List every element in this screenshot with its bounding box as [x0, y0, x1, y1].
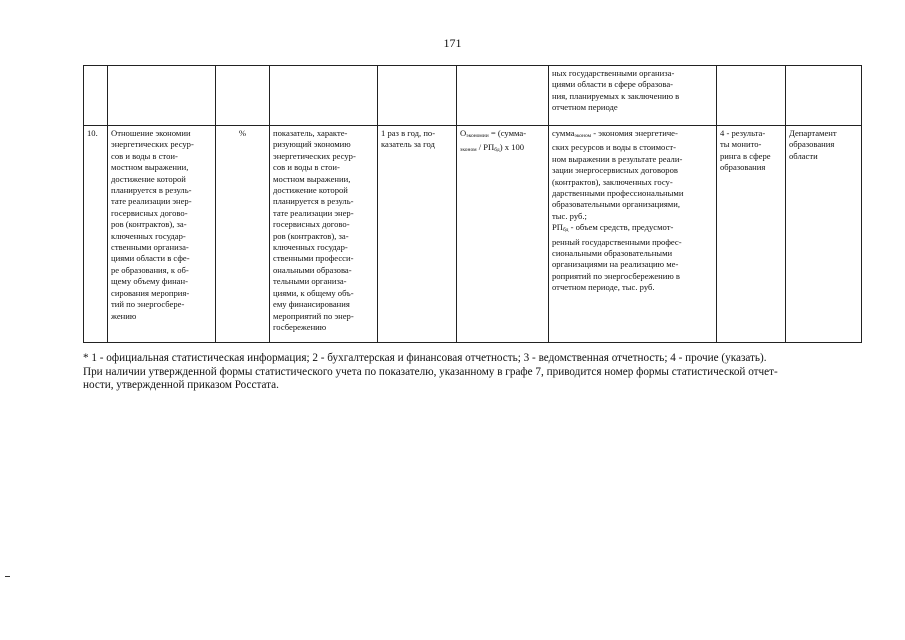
- formula-lhs-sub: экономии: [466, 133, 489, 139]
- cell-num: 10.: [84, 126, 108, 343]
- text-line: сирования мероприя-: [111, 287, 190, 298]
- var2-sub: бд: [563, 227, 569, 234]
- text-line: 1 раз в год, по-: [381, 128, 436, 138]
- var2-symbol: РП: [552, 222, 563, 233]
- formula-rp: / РП: [476, 142, 495, 153]
- text-line: казатель за год: [381, 139, 435, 150]
- cell-definition: [270, 126, 378, 343]
- formula-eq: = (сумма-: [488, 128, 527, 138]
- text-line: сов и воды в стои-: [273, 162, 340, 173]
- text-line: ринга в сфере: [720, 150, 771, 161]
- text-line: Отношение экономии: [111, 128, 191, 138]
- text-line: роприятий по энергосбережению в: [552, 270, 680, 281]
- cell-source: [717, 126, 786, 343]
- text-line: достижение которой: [273, 185, 348, 196]
- page-number: 171: [443, 36, 462, 50]
- text-line: госбережению: [273, 321, 327, 332]
- text-line: ключенных государ-: [111, 230, 186, 241]
- var1-desc: - экономия энергетиче-: [591, 128, 678, 138]
- cell-periodicity: [378, 66, 457, 126]
- formula-rp-sub: бд: [494, 147, 500, 154]
- cell-name: [108, 66, 216, 126]
- text-line: мостном выражении,: [111, 162, 189, 173]
- formula-tail: ) х 100: [499, 142, 525, 153]
- text-line: госервисных догово-: [111, 207, 188, 218]
- text-line: жению: [111, 310, 137, 321]
- text-line: ственными организа-: [111, 242, 189, 253]
- text-line: тий по энергосбере-: [111, 299, 185, 310]
- footnote-line: * 1 - официальная статистическая информация; 2 - бухгалтерская и финансовая отчетность; 3 - ведомственная отчетность; 4 - прочие (указать).: [83, 352, 767, 364]
- cell-num: [84, 66, 108, 126]
- text-line: энергетических ресур-: [273, 150, 356, 161]
- text-line: планируется в резуль-: [273, 196, 354, 207]
- text-line: тате реализации энер-: [273, 207, 354, 218]
- var1-sub: эконом: [574, 133, 592, 139]
- text-line: Департамент: [789, 128, 837, 138]
- var2-desc: - объем средств, предусмот-: [568, 222, 674, 233]
- text-line: ров (контрактов), за-: [111, 219, 187, 230]
- var2-head: [552, 222, 713, 236]
- text-line: ренный государственными профес-: [552, 236, 682, 247]
- text-line: мостном выражении,: [273, 173, 351, 184]
- margin-mark: [5, 576, 10, 577]
- text-line: ном выражении в результате реали-: [552, 153, 683, 164]
- text-line: зации энергосервисных договоров: [552, 165, 678, 176]
- formula-sub: эконом: [460, 147, 477, 154]
- text-line: ре образования, к об-: [111, 264, 189, 275]
- text-line: ственными професси-: [273, 253, 354, 264]
- cell-unit: %: [216, 126, 270, 343]
- cell-variables: [549, 66, 717, 126]
- text-line: ров (контрактов), за-: [273, 230, 349, 241]
- text-line: госервисных догово-: [273, 219, 350, 230]
- text-line: мероприятий по энер-: [273, 310, 354, 321]
- cell-source: [717, 66, 786, 126]
- footnote-line: При наличии утвержденной формы статистического учета по показателю, указанному в графе 7, приводится номер формы статистической отчет-: [83, 365, 778, 378]
- text-line: сиональными образовательными: [552, 248, 673, 259]
- cell-formula: [457, 66, 549, 126]
- text-line: циями области в сфере образова-: [552, 79, 674, 90]
- formula-line-2: [460, 142, 545, 156]
- indicator-table: [83, 65, 862, 343]
- cell-periodicity: [378, 126, 457, 343]
- text-line: тыс. руб.;: [552, 210, 587, 221]
- text-line: ему финансирования: [273, 299, 350, 310]
- var1-head: [552, 128, 713, 142]
- text-line: энергетических ресур-: [111, 139, 194, 150]
- text-line: образования: [789, 139, 835, 150]
- text-line: ских ресурсов и воды в стоимост-: [552, 142, 677, 153]
- table-row-10: [84, 126, 862, 343]
- text-line: циями, к общему объ-: [273, 287, 354, 298]
- text-line: ключенных государ-: [273, 242, 348, 253]
- text-line: циями области в сфе-: [111, 253, 190, 264]
- text-line: ты монито-: [720, 139, 762, 150]
- text-line: ных государственными организа-: [552, 68, 675, 78]
- cell-formula: [457, 126, 549, 343]
- text-line: ния, планируемых к заключению в: [552, 90, 680, 101]
- text-line: сов и воды в стои-: [111, 150, 178, 161]
- text-line: ризующий экономию: [273, 139, 351, 150]
- cell-responsible: [786, 126, 862, 343]
- text-line: показатель, характе-: [273, 128, 348, 138]
- footnote-line: ности, утвержденной приказом Росстата.: [83, 379, 279, 391]
- formula-lhs: О: [460, 128, 467, 138]
- text-line: достижение которой: [111, 173, 186, 184]
- text-line: тате реализации энер-: [111, 196, 192, 207]
- text-line: отчетном периоде: [552, 102, 618, 113]
- cell-name: [108, 126, 216, 343]
- cell-variables: [549, 126, 717, 343]
- text-line: планируется в резуль-: [111, 185, 192, 196]
- cell-definition: [270, 66, 378, 126]
- text-line: тельными организа-: [273, 276, 347, 287]
- text-line: 4 - результа-: [720, 128, 766, 138]
- text-line: ональными образова-: [273, 264, 352, 275]
- text-line: дарственными профессиональными: [552, 188, 684, 199]
- var1-symbol: сумма: [552, 128, 575, 138]
- cell-responsible: [786, 66, 862, 126]
- text-line: образовательными организациями,: [552, 199, 680, 210]
- text-line: щему объему финан-: [111, 276, 188, 287]
- text-line: организациями на реализацию ме-: [552, 259, 679, 270]
- table-row-continuation: [84, 66, 862, 126]
- text-line: области: [789, 150, 818, 161]
- text-line: (контрактов), заключенных госу-: [552, 176, 673, 187]
- footnote: [83, 352, 865, 393]
- cell-unit: [216, 66, 270, 126]
- text-line: образования: [720, 162, 766, 173]
- text-line: отчетном периоде, тыс. руб.: [552, 282, 655, 293]
- formula-line-1: [460, 128, 545, 142]
